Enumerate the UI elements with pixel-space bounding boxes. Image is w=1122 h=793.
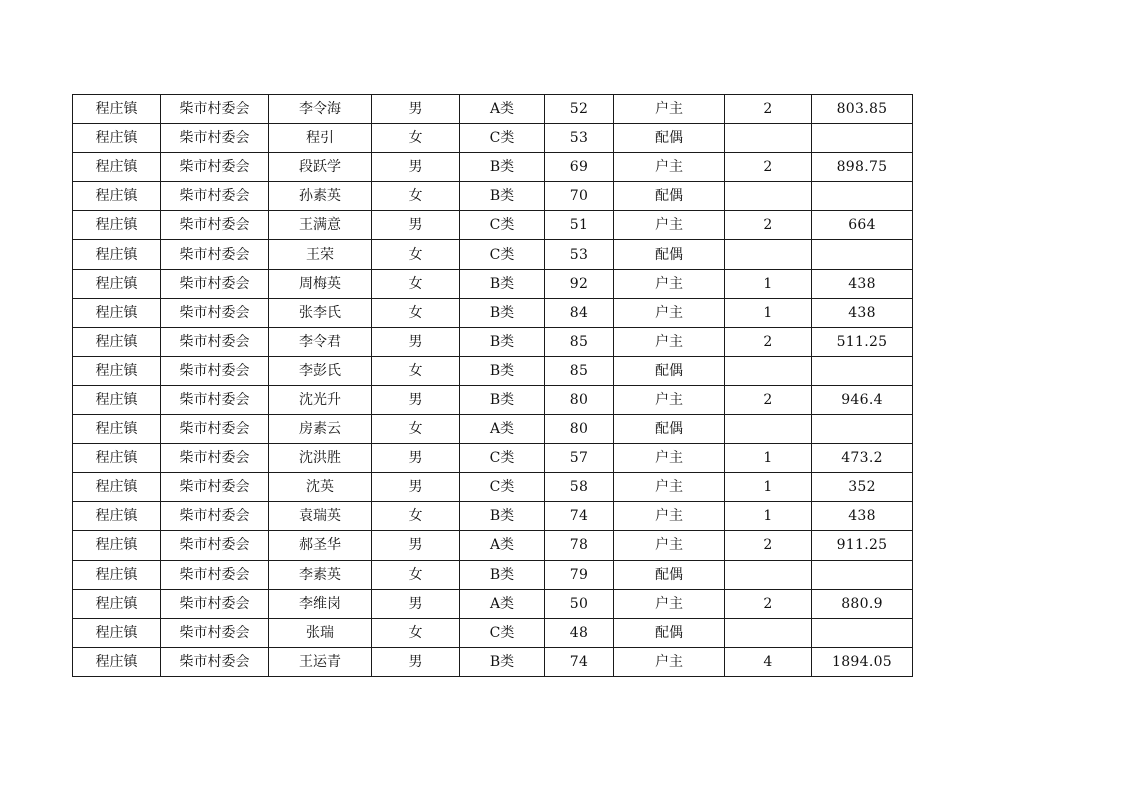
village-committee-cell: 柴市村委会 bbox=[161, 211, 269, 240]
town-cell: 程庄镇 bbox=[73, 415, 161, 444]
town-cell: 程庄镇 bbox=[73, 95, 161, 124]
age-cell: 70 bbox=[545, 182, 614, 211]
village-committee-cell: 柴市村委会 bbox=[161, 618, 269, 647]
household-size-cell bbox=[725, 240, 812, 269]
household-size-cell: 1 bbox=[725, 444, 812, 473]
gender-cell: 男 bbox=[372, 327, 460, 356]
name-cell: 袁瑞英 bbox=[269, 502, 372, 531]
amount-cell bbox=[812, 415, 913, 444]
village-committee-cell: 柴市村委会 bbox=[161, 589, 269, 618]
age-cell: 50 bbox=[545, 589, 614, 618]
village-committee-cell: 柴市村委会 bbox=[161, 124, 269, 153]
amount-cell bbox=[812, 618, 913, 647]
gender-cell: 男 bbox=[372, 473, 460, 502]
household-size-cell: 1 bbox=[725, 298, 812, 327]
village-committee-cell: 柴市村委会 bbox=[161, 385, 269, 414]
gender-cell: 男 bbox=[372, 647, 460, 676]
relation-cell: 户主 bbox=[614, 589, 725, 618]
village-committee-cell: 柴市村委会 bbox=[161, 647, 269, 676]
age-cell: 74 bbox=[545, 647, 614, 676]
age-cell: 85 bbox=[545, 356, 614, 385]
gender-cell: 女 bbox=[372, 502, 460, 531]
household-size-cell: 1 bbox=[725, 473, 812, 502]
table-row bbox=[73, 153, 913, 182]
name-cell: 沈洪胜 bbox=[269, 444, 372, 473]
name-cell: 张李氏 bbox=[269, 298, 372, 327]
town-cell: 程庄镇 bbox=[73, 298, 161, 327]
household-size-cell bbox=[725, 415, 812, 444]
category-cell: A类 bbox=[460, 95, 545, 124]
data-table bbox=[72, 94, 913, 677]
name-cell: 周梅英 bbox=[269, 269, 372, 298]
village-committee-cell: 柴市村委会 bbox=[161, 240, 269, 269]
table-row bbox=[73, 124, 913, 153]
age-cell: 53 bbox=[545, 240, 614, 269]
household-size-cell: 1 bbox=[725, 502, 812, 531]
name-cell: 王荣 bbox=[269, 240, 372, 269]
relation-cell: 户主 bbox=[614, 502, 725, 531]
amount-cell: 473.2 bbox=[812, 444, 913, 473]
household-size-cell bbox=[725, 124, 812, 153]
amount-cell bbox=[812, 240, 913, 269]
relation-cell: 配偶 bbox=[614, 560, 725, 589]
village-committee-cell: 柴市村委会 bbox=[161, 473, 269, 502]
table-row bbox=[73, 95, 913, 124]
relation-cell: 户主 bbox=[614, 298, 725, 327]
relation-cell: 配偶 bbox=[614, 618, 725, 647]
village-committee-cell: 柴市村委会 bbox=[161, 502, 269, 531]
relation-cell: 配偶 bbox=[614, 124, 725, 153]
amount-cell bbox=[812, 124, 913, 153]
relation-cell: 户主 bbox=[614, 211, 725, 240]
age-cell: 52 bbox=[545, 95, 614, 124]
amount-cell: 664 bbox=[812, 211, 913, 240]
gender-cell: 女 bbox=[372, 618, 460, 647]
age-cell: 78 bbox=[545, 531, 614, 560]
household-size-cell bbox=[725, 356, 812, 385]
category-cell: B类 bbox=[460, 356, 545, 385]
household-size-cell bbox=[725, 182, 812, 211]
relation-cell: 户主 bbox=[614, 444, 725, 473]
age-cell: 80 bbox=[545, 415, 614, 444]
gender-cell: 男 bbox=[372, 385, 460, 414]
category-cell: B类 bbox=[460, 327, 545, 356]
town-cell: 程庄镇 bbox=[73, 473, 161, 502]
village-committee-cell: 柴市村委会 bbox=[161, 531, 269, 560]
village-committee-cell: 柴市村委会 bbox=[161, 153, 269, 182]
village-committee-cell: 柴市村委会 bbox=[161, 269, 269, 298]
town-cell: 程庄镇 bbox=[73, 124, 161, 153]
household-size-cell: 4 bbox=[725, 647, 812, 676]
gender-cell: 男 bbox=[372, 589, 460, 618]
gender-cell: 女 bbox=[372, 560, 460, 589]
town-cell: 程庄镇 bbox=[73, 385, 161, 414]
table-row bbox=[73, 560, 913, 589]
town-cell: 程庄镇 bbox=[73, 153, 161, 182]
relation-cell: 户主 bbox=[614, 327, 725, 356]
relation-cell: 户主 bbox=[614, 473, 725, 502]
category-cell: B类 bbox=[460, 153, 545, 182]
household-size-cell bbox=[725, 560, 812, 589]
age-cell: 80 bbox=[545, 385, 614, 414]
relation-cell: 户主 bbox=[614, 153, 725, 182]
name-cell: 李令君 bbox=[269, 327, 372, 356]
table-row bbox=[73, 269, 913, 298]
relation-cell: 配偶 bbox=[614, 240, 725, 269]
relation-cell: 户主 bbox=[614, 647, 725, 676]
name-cell: 王满意 bbox=[269, 211, 372, 240]
table-row bbox=[73, 211, 913, 240]
name-cell: 李彭氏 bbox=[269, 356, 372, 385]
category-cell: B类 bbox=[460, 385, 545, 414]
town-cell: 程庄镇 bbox=[73, 618, 161, 647]
amount-cell: 803.85 bbox=[812, 95, 913, 124]
household-size-cell: 2 bbox=[725, 327, 812, 356]
category-cell: A类 bbox=[460, 415, 545, 444]
table-row bbox=[73, 182, 913, 211]
amount-cell: 438 bbox=[812, 502, 913, 531]
village-committee-cell: 柴市村委会 bbox=[161, 327, 269, 356]
category-cell: C类 bbox=[460, 473, 545, 502]
category-cell: A类 bbox=[460, 531, 545, 560]
amount-cell: 438 bbox=[812, 269, 913, 298]
village-committee-cell: 柴市村委会 bbox=[161, 356, 269, 385]
table-row bbox=[73, 327, 913, 356]
category-cell: B类 bbox=[460, 560, 545, 589]
household-size-cell bbox=[725, 618, 812, 647]
table-row bbox=[73, 502, 913, 531]
relation-cell: 配偶 bbox=[614, 356, 725, 385]
gender-cell: 女 bbox=[372, 415, 460, 444]
table-row bbox=[73, 385, 913, 414]
gender-cell: 男 bbox=[372, 153, 460, 182]
table-row bbox=[73, 415, 913, 444]
relation-cell: 配偶 bbox=[614, 415, 725, 444]
table-row bbox=[73, 531, 913, 560]
amount-cell: 880.9 bbox=[812, 589, 913, 618]
name-cell: 孙素英 bbox=[269, 182, 372, 211]
name-cell: 沈光升 bbox=[269, 385, 372, 414]
amount-cell: 438 bbox=[812, 298, 913, 327]
gender-cell: 男 bbox=[372, 531, 460, 560]
town-cell: 程庄镇 bbox=[73, 589, 161, 618]
town-cell: 程庄镇 bbox=[73, 444, 161, 473]
table-row bbox=[73, 356, 913, 385]
table-row bbox=[73, 444, 913, 473]
relation-cell: 户主 bbox=[614, 95, 725, 124]
household-size-cell: 2 bbox=[725, 531, 812, 560]
table-row bbox=[73, 647, 913, 676]
relation-cell: 户主 bbox=[614, 531, 725, 560]
town-cell: 程庄镇 bbox=[73, 327, 161, 356]
gender-cell: 男 bbox=[372, 444, 460, 473]
amount-cell bbox=[812, 356, 913, 385]
amount-cell: 352 bbox=[812, 473, 913, 502]
name-cell: 房素云 bbox=[269, 415, 372, 444]
name-cell: 李令海 bbox=[269, 95, 372, 124]
gender-cell: 男 bbox=[372, 95, 460, 124]
age-cell: 48 bbox=[545, 618, 614, 647]
name-cell: 张瑞 bbox=[269, 618, 372, 647]
relation-cell: 户主 bbox=[614, 385, 725, 414]
town-cell: 程庄镇 bbox=[73, 269, 161, 298]
category-cell: C类 bbox=[460, 124, 545, 153]
gender-cell: 女 bbox=[372, 182, 460, 211]
category-cell: A类 bbox=[460, 589, 545, 618]
household-size-cell: 2 bbox=[725, 153, 812, 182]
relation-cell: 配偶 bbox=[614, 182, 725, 211]
town-cell: 程庄镇 bbox=[73, 560, 161, 589]
category-cell: B类 bbox=[460, 502, 545, 531]
relation-cell: 户主 bbox=[614, 269, 725, 298]
gender-cell: 男 bbox=[372, 211, 460, 240]
gender-cell: 女 bbox=[372, 269, 460, 298]
household-size-cell: 2 bbox=[725, 385, 812, 414]
town-cell: 程庄镇 bbox=[73, 502, 161, 531]
table-row bbox=[73, 473, 913, 502]
town-cell: 程庄镇 bbox=[73, 356, 161, 385]
village-committee-cell: 柴市村委会 bbox=[161, 415, 269, 444]
age-cell: 92 bbox=[545, 269, 614, 298]
village-committee-cell: 柴市村委会 bbox=[161, 560, 269, 589]
amount-cell bbox=[812, 182, 913, 211]
town-cell: 程庄镇 bbox=[73, 240, 161, 269]
gender-cell: 女 bbox=[372, 240, 460, 269]
amount-cell: 946.4 bbox=[812, 385, 913, 414]
village-committee-cell: 柴市村委会 bbox=[161, 298, 269, 327]
table-row bbox=[73, 618, 913, 647]
category-cell: C类 bbox=[460, 444, 545, 473]
table-row bbox=[73, 298, 913, 327]
name-cell: 李素英 bbox=[269, 560, 372, 589]
category-cell: B类 bbox=[460, 298, 545, 327]
category-cell: C类 bbox=[460, 211, 545, 240]
household-size-cell: 2 bbox=[725, 211, 812, 240]
category-cell: B类 bbox=[460, 269, 545, 298]
amount-cell: 1894.05 bbox=[812, 647, 913, 676]
age-cell: 85 bbox=[545, 327, 614, 356]
town-cell: 程庄镇 bbox=[73, 647, 161, 676]
name-cell: 程引 bbox=[269, 124, 372, 153]
amount-cell: 911.25 bbox=[812, 531, 913, 560]
town-cell: 程庄镇 bbox=[73, 182, 161, 211]
amount-cell bbox=[812, 560, 913, 589]
gender-cell: 女 bbox=[372, 124, 460, 153]
age-cell: 51 bbox=[545, 211, 614, 240]
age-cell: 69 bbox=[545, 153, 614, 182]
category-cell: B类 bbox=[460, 647, 545, 676]
name-cell: 李维岗 bbox=[269, 589, 372, 618]
category-cell: C类 bbox=[460, 618, 545, 647]
table-row bbox=[73, 240, 913, 269]
name-cell: 段跃学 bbox=[269, 153, 372, 182]
household-size-cell: 2 bbox=[725, 589, 812, 618]
village-committee-cell: 柴市村委会 bbox=[161, 444, 269, 473]
gender-cell: 女 bbox=[372, 356, 460, 385]
category-cell: C类 bbox=[460, 240, 545, 269]
age-cell: 58 bbox=[545, 473, 614, 502]
table-body bbox=[73, 95, 913, 677]
village-committee-cell: 柴市村委会 bbox=[161, 182, 269, 211]
age-cell: 79 bbox=[545, 560, 614, 589]
village-committee-cell: 柴市村委会 bbox=[161, 95, 269, 124]
age-cell: 53 bbox=[545, 124, 614, 153]
age-cell: 57 bbox=[545, 444, 614, 473]
amount-cell: 898.75 bbox=[812, 153, 913, 182]
town-cell: 程庄镇 bbox=[73, 531, 161, 560]
table-row bbox=[73, 589, 913, 618]
town-cell: 程庄镇 bbox=[73, 211, 161, 240]
category-cell: B类 bbox=[460, 182, 545, 211]
name-cell: 沈英 bbox=[269, 473, 372, 502]
amount-cell: 511.25 bbox=[812, 327, 913, 356]
household-size-cell: 1 bbox=[725, 269, 812, 298]
age-cell: 74 bbox=[545, 502, 614, 531]
name-cell: 王运青 bbox=[269, 647, 372, 676]
age-cell: 84 bbox=[545, 298, 614, 327]
name-cell: 郝圣华 bbox=[269, 531, 372, 560]
gender-cell: 女 bbox=[372, 298, 460, 327]
household-size-cell: 2 bbox=[725, 95, 812, 124]
